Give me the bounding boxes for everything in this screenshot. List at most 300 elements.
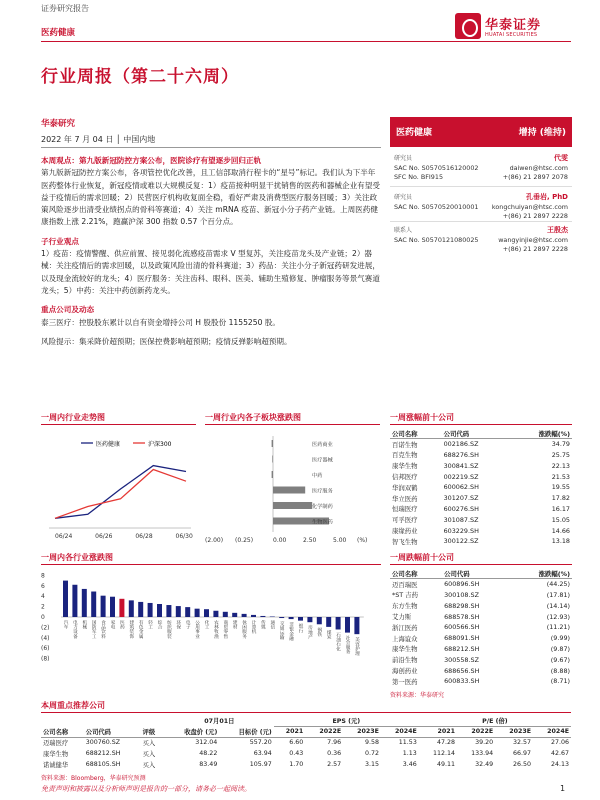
bar xyxy=(148,603,153,617)
category-label: 煤炭 xyxy=(326,629,332,640)
trend-chart-title: 一周内行业走势图 xyxy=(41,413,105,422)
industry-chart xyxy=(41,568,381,680)
table-cell: 300108.SZ xyxy=(444,590,479,599)
col-header: 收盘价 (元) xyxy=(184,728,218,736)
top-gainers-table xyxy=(390,428,572,547)
table-row xyxy=(390,676,572,687)
table-cell: (17.81) xyxy=(546,590,570,599)
x-tick-label: (0.25) xyxy=(235,537,254,544)
category-label: 银行 xyxy=(298,623,303,633)
table-row xyxy=(390,579,572,590)
table-row xyxy=(390,611,572,622)
bar xyxy=(242,614,247,617)
category-label: 通信 xyxy=(269,620,275,630)
category-label: 公用事业 xyxy=(194,620,200,639)
analyst-email[interactable]: wangyinjie@htsc.com xyxy=(498,236,568,244)
table-cell: 13.18 xyxy=(551,537,570,546)
table-cell: 智飞生物 xyxy=(392,537,418,546)
category-label: 钢铁 xyxy=(316,627,322,637)
divider xyxy=(390,424,572,425)
category-label: 石油石化 xyxy=(335,632,341,651)
table-cell: 第一医药 xyxy=(392,677,418,686)
table-header-row xyxy=(41,726,571,737)
analyst-sac: SAC No. S0570121080025 xyxy=(394,236,479,244)
category-label: 轻工 xyxy=(147,620,153,630)
table-cell: 百诺生物 xyxy=(392,440,418,449)
series-line xyxy=(55,470,186,519)
analyst-name: 孔垂岩, PhD xyxy=(525,193,568,201)
eps-label: EPS (元) xyxy=(274,715,419,726)
table-cell: 14.66 xyxy=(551,526,570,535)
table-cell: 83.49 xyxy=(199,761,218,768)
category-label: 环保 xyxy=(175,620,181,630)
category-label: 汽车 xyxy=(63,620,68,630)
table-cell: 688298.SH xyxy=(444,601,480,610)
bar xyxy=(91,592,96,617)
table-cell: 东方生物 xyxy=(392,602,418,611)
table-cell: 300841.SZ xyxy=(443,461,479,470)
bar xyxy=(119,599,124,617)
table-cell: 557.20 xyxy=(249,739,272,747)
table-cell: 恒瑞医疗 xyxy=(392,505,418,514)
table-cell: 600276.SH xyxy=(443,504,479,513)
table-cell: 48.22 xyxy=(199,750,218,757)
category-label: 化学制药 xyxy=(312,504,333,510)
table-cell: (11.21) xyxy=(546,623,570,632)
analyst-role: 联系人 xyxy=(394,227,413,234)
table-cell: 688091.SH xyxy=(444,634,480,643)
bar xyxy=(101,596,106,617)
category-label: 农林牧渔 xyxy=(213,620,219,639)
dateline: 2022 年 7 月 04 日 │ 中国内地 xyxy=(41,135,156,144)
bar xyxy=(317,617,322,624)
bar xyxy=(176,606,181,617)
summary-block xyxy=(41,155,381,348)
analyst-phone: +(86) 21 2897 2228 xyxy=(502,212,568,220)
bar xyxy=(223,612,228,617)
y-tick-label: (2) xyxy=(41,624,50,632)
table-row xyxy=(390,504,572,515)
analyst-email[interactable]: kongchuiyan@htsc.com xyxy=(491,203,568,211)
col-header: 公司名称 xyxy=(390,428,442,439)
table-cell: 买入 xyxy=(142,751,156,758)
table-row xyxy=(390,536,572,547)
table-cell: 9.58 xyxy=(364,739,379,747)
bar xyxy=(298,617,303,621)
col-header: 2024E xyxy=(547,728,569,735)
x-tick-label: 06/26 xyxy=(95,533,113,540)
table-cell: 47.28 xyxy=(436,739,455,747)
table-cell: 002186.SZ xyxy=(443,440,479,449)
recommend-table xyxy=(41,715,571,770)
disclaimer: 免责声明和披露以及分析师声明是报告的一部分，请务必一起阅读。 xyxy=(41,785,251,793)
table-cell: 49.11 xyxy=(436,761,455,768)
subsector-heading: 子行业观点 xyxy=(41,236,79,246)
bar xyxy=(270,617,275,618)
table-cell: 迈百瑞医 xyxy=(392,580,418,589)
table-cell: (8.88) xyxy=(550,666,570,675)
table-cell: 688105.SH xyxy=(85,761,121,768)
table-cell: 0.72 xyxy=(364,750,379,757)
analyst-sfc: SFC No. BFI915 xyxy=(394,173,444,181)
table-row xyxy=(390,665,572,676)
source-note: 资料来源：Bloomberg，华泰研究预测 xyxy=(41,775,146,782)
category-label: 纺织服装 xyxy=(166,620,172,639)
table-cell: 诺诚健华 xyxy=(43,762,69,769)
date-label: 07月01日 xyxy=(204,718,235,725)
table-cell: 0.43 xyxy=(289,750,304,757)
brand-logo xyxy=(455,13,575,41)
bar xyxy=(273,487,305,494)
col-header: 涨跌幅(%) xyxy=(510,428,572,439)
x-tick-label: 06/30 xyxy=(175,533,193,540)
bar xyxy=(110,597,115,617)
trend-chart xyxy=(41,428,196,546)
table-cell: 艾力斯 xyxy=(392,613,412,622)
category-label: 电子 xyxy=(185,620,191,630)
table-cell: 17.82 xyxy=(551,494,570,503)
table-cell: 6.60 xyxy=(289,739,304,747)
bar xyxy=(232,613,237,617)
table-cell: 27.06 xyxy=(550,739,569,747)
table-cell: (9.67) xyxy=(550,655,570,664)
table-cell: (9.87) xyxy=(550,644,570,653)
table-cell: 600896.SH xyxy=(444,580,480,589)
analyst-phone: +(86) 21 2897 2228 xyxy=(502,245,568,253)
analyst-name: 代雯 xyxy=(554,154,568,162)
pe-label: P/E (倍) xyxy=(419,715,571,726)
legend-label: 医药健康 xyxy=(96,441,121,448)
y-tick-label: 6 xyxy=(41,582,45,590)
table-row xyxy=(390,590,572,601)
table-cell: 300558.SZ xyxy=(444,655,479,664)
table-cell: 63.94 xyxy=(253,750,272,757)
analyst-phone: +(86) 21 2897 2078 xyxy=(502,173,568,181)
table-cell: (14.14) xyxy=(546,601,570,610)
col-header: 公司名称 xyxy=(43,728,69,736)
table-cell: 买入 xyxy=(142,740,156,748)
category-label: 非银金融 xyxy=(288,622,294,641)
table-cell: 26.50 xyxy=(512,761,532,768)
table-cell: 105.97 xyxy=(249,761,272,768)
table-cell: 2.57 xyxy=(327,761,342,768)
sector-name: 医药健康 xyxy=(396,128,433,138)
category-label: 医疗服务 xyxy=(312,488,333,495)
table-header-row xyxy=(390,568,572,579)
logo-text: 华泰证券 xyxy=(485,18,542,33)
table-row xyxy=(41,737,571,748)
category-label: 建材 xyxy=(232,620,238,630)
x-tick-label: 06/24 xyxy=(55,533,73,540)
table-cell: 11.53 xyxy=(398,739,417,747)
summary-paragraph: 第九版新冠防控方案公布，各项管控优化改善，且工信部取消行程卡的“星号”标记。我们认为下半年医药整体行业恢复，新冠疫情或难以大规模反复：1）疫苗接种明显干扰销售的医药和器械企业有望受益于疫情后的需求回暖；2）民营医疗机构收复面全稳，看好严肃及消费型医疗服务回暖；3）关注政策风险逐步出清受业绩拐点的骨科等赛道；4）关注 mRNA 疫苗、新冠小分子药产业链。上周医药健康指数上涨 2.21%，跑赢沪深 300 指数 0.57 个百分点。 xyxy=(41,168,380,227)
x-tick-label: 2.50 xyxy=(303,537,317,544)
table-row xyxy=(390,450,572,461)
risk-paragraph: 风险提示：集采降价超预期；医保控费影响超预期；疫情反弹影响超预期。 xyxy=(41,336,292,346)
bar xyxy=(289,617,294,619)
table-cell: 21.53 xyxy=(551,472,570,481)
y-tick-label: 2 xyxy=(41,603,45,611)
bar xyxy=(272,440,273,447)
recommend-title: 本周重点推荐公司 xyxy=(41,701,105,710)
top-losers-table xyxy=(390,568,572,687)
category-label: 计算机 xyxy=(251,620,256,634)
table-cell: 16.17 xyxy=(551,504,570,513)
col-header: 2023E xyxy=(357,728,379,735)
table-cell: (44.25) xyxy=(546,580,570,589)
col-header: 公司名称 xyxy=(390,568,442,579)
table-cell: 0.36 xyxy=(327,750,342,757)
analyst-email[interactable]: daiwen@htsc.com xyxy=(509,164,568,172)
logo-icon xyxy=(455,13,481,39)
analyst-role: 研究员 xyxy=(394,155,413,162)
table-cell: 19.55 xyxy=(551,483,570,492)
table-cell: 39.20 xyxy=(475,739,494,747)
category-label: 国防军工 xyxy=(91,620,97,639)
table-cell: 112.14 xyxy=(432,750,455,757)
category-label: 医药 xyxy=(119,620,125,630)
summary-heading: 本周观点：第九版新冠防控方案公布，医院诊疗有望逐步回归正轨 xyxy=(41,156,262,165)
divider xyxy=(390,221,572,222)
col-header: 目标价 (元) xyxy=(238,728,272,736)
table-cell: 买入 xyxy=(142,762,156,769)
table-row xyxy=(390,654,572,665)
table-cell: 康华生物 xyxy=(392,462,418,471)
bar xyxy=(129,600,134,617)
bar xyxy=(272,471,273,478)
bar xyxy=(185,607,190,617)
category-label: 房地产 xyxy=(307,625,313,640)
divider xyxy=(41,564,381,565)
col-header: 2022E xyxy=(471,728,494,735)
category-label: 有色金属 xyxy=(138,620,144,639)
table-row xyxy=(390,644,572,655)
col-header: 涨跌幅(%) xyxy=(510,568,572,579)
divider xyxy=(205,424,380,425)
table-cell: 百克生物 xyxy=(392,451,418,460)
table-cell: 600833.SH xyxy=(444,677,480,686)
y-tick-label: (8) xyxy=(41,655,50,663)
x-tick-label: 5.00 xyxy=(333,537,347,544)
table-cell: 3.15 xyxy=(364,761,379,768)
subsector-chart xyxy=(205,428,380,546)
bar xyxy=(273,502,312,509)
table-cell: 301207.SZ xyxy=(443,494,479,503)
report-title: 行业周报（第二十六周） xyxy=(41,67,239,87)
divider xyxy=(390,186,572,187)
col-header: 2024E xyxy=(395,728,417,735)
category-label: 社会服务 xyxy=(345,635,350,655)
col-header: 公司代码 xyxy=(85,728,111,736)
header-divider xyxy=(41,41,571,42)
bar xyxy=(204,609,209,617)
page-number: 1 xyxy=(560,784,566,793)
category-label: 化工 xyxy=(204,620,209,630)
table-row xyxy=(390,622,572,633)
analyst-role: 研究员 xyxy=(394,194,413,201)
col-header: 2023E xyxy=(509,728,532,735)
table-cell: 康华生物 xyxy=(43,751,69,758)
bar xyxy=(72,585,77,617)
col-header: 2021 xyxy=(437,728,455,735)
category-label: 中药 xyxy=(312,473,323,479)
table-row xyxy=(41,759,571,770)
y-tick-label: (4) xyxy=(41,634,50,642)
table-cell: 华立医药 xyxy=(392,494,418,503)
rating-band xyxy=(390,117,572,147)
source-note: 资料来源：华泰研究 xyxy=(390,692,445,699)
category-label: 生物医药 xyxy=(312,519,333,526)
analyst-sac: SAC No. S0570516120002 xyxy=(394,164,479,172)
divider xyxy=(41,424,196,425)
table-row xyxy=(41,748,571,759)
col-header: 公司代码 xyxy=(442,568,510,579)
table-cell: 133.94 xyxy=(471,750,494,757)
logo-subtext: HUATAI SECURITIES xyxy=(485,32,538,38)
table-header-row xyxy=(390,428,572,439)
table-row xyxy=(390,471,572,482)
table-cell: 华润双鹤 xyxy=(392,483,418,492)
legend-label: 沪深300 xyxy=(148,441,172,448)
company-paragraph: 泰三医疗：控股股东累计以自有资金增持公司 H 股股份 1155250 股。 xyxy=(41,317,281,327)
company-heading: 重点公司及动态 xyxy=(41,305,95,315)
table-cell: 浙江医药 xyxy=(392,623,418,632)
bar xyxy=(195,609,200,617)
table-cell: 002219.SZ xyxy=(443,472,479,481)
top-gainers-title: 一周涨幅前十公司 xyxy=(390,413,454,422)
table-row xyxy=(390,439,572,450)
bar xyxy=(345,617,350,633)
divider xyxy=(390,564,572,565)
table-cell: 32.57 xyxy=(512,739,532,747)
bar xyxy=(251,615,256,617)
table-cell: 603229.SH xyxy=(443,526,479,535)
table-cell: 24.13 xyxy=(550,761,569,768)
table-row xyxy=(390,482,572,493)
table-cell: 600566.SH xyxy=(444,623,480,632)
bar xyxy=(354,617,359,634)
category-label: 建筑装饰 xyxy=(128,620,134,639)
table-cell: 15.05 xyxy=(551,515,570,524)
category-label: 食品饮料 xyxy=(100,620,106,639)
category-label: 医疗器械 xyxy=(312,457,333,464)
y-tick-label: (6) xyxy=(41,645,50,653)
divider xyxy=(41,147,381,148)
trend-legend xyxy=(81,440,172,448)
table-row xyxy=(390,525,572,536)
x-tick-label: 06/28 xyxy=(135,533,153,540)
table-row xyxy=(390,600,572,611)
bar xyxy=(279,617,284,618)
category-label: 商贸零售 xyxy=(222,620,228,639)
col-header: 评级 xyxy=(142,728,156,736)
col-header: 公司代码 xyxy=(442,428,511,439)
table-cell: 34.79 xyxy=(551,440,570,449)
bar xyxy=(260,616,265,617)
top-losers-title: 一周跌幅前十公司 xyxy=(390,553,454,562)
table-cell: 300122.SZ xyxy=(443,537,479,546)
table-cell: 可孚医疗 xyxy=(392,516,418,525)
bar xyxy=(157,604,162,617)
bar xyxy=(326,617,331,627)
table-cell: 25.75 xyxy=(551,450,570,459)
analyst-sac: SAC No. S0570520010001 xyxy=(394,203,479,211)
bar xyxy=(213,611,218,617)
y-tick-label: 0 xyxy=(41,614,45,621)
table-cell: (8.71) xyxy=(550,677,570,686)
table-row xyxy=(390,514,572,525)
table-cell: 688578.SH xyxy=(444,612,480,621)
category-label: 休闲服务 xyxy=(241,620,247,639)
category-label: 电力设备 xyxy=(72,620,78,639)
table-cell: 康华生物 xyxy=(392,645,418,654)
x-tick-label: 0.00 xyxy=(273,537,287,544)
col-header: 2022E xyxy=(319,728,342,735)
table-cell: (12.93) xyxy=(546,612,570,621)
table-cell: 32.49 xyxy=(475,761,494,768)
table-cell: 1.13 xyxy=(402,750,417,757)
rating: 增持 (维持) xyxy=(518,128,566,138)
bar xyxy=(63,581,68,617)
divider xyxy=(41,712,571,713)
table-row xyxy=(390,633,572,644)
analyst-card xyxy=(390,225,572,264)
table-cell: 康缘药业 xyxy=(392,527,418,536)
col-header: 2021 xyxy=(285,728,304,735)
table-cell: 312.04 xyxy=(195,739,218,747)
category-label: 医药商业 xyxy=(312,442,333,448)
industry-chart-title: 一周内各行业涨跌图 xyxy=(41,553,113,562)
table-cell: 前沿生物 xyxy=(392,656,418,665)
table-cell: 1.70 xyxy=(289,761,304,768)
report-type: 证券研究报告 xyxy=(41,4,89,13)
table-cell: *ST 吉药 xyxy=(392,591,418,600)
table-header-row xyxy=(41,715,571,726)
category-label: 家电 xyxy=(110,620,115,630)
category-label: 交通运输 xyxy=(279,621,285,640)
y-tick-label: 4 xyxy=(41,593,45,601)
table-cell: 66.97 xyxy=(512,750,532,757)
table-cell: 600062.SH xyxy=(443,483,479,492)
table-cell: 迈瑞医疗 xyxy=(43,740,69,748)
table-cell: 688212.SH xyxy=(85,750,121,757)
table-cell: 688212.SH xyxy=(444,644,480,653)
table-cell: 信邦医疗 xyxy=(392,473,418,482)
x-tick-label: (%) xyxy=(357,537,368,544)
table-cell: 688656.SH xyxy=(444,666,480,675)
category-label: 机械 xyxy=(81,620,87,630)
institution: 华泰研究 xyxy=(41,119,76,129)
y-tick-label: 8 xyxy=(41,572,45,580)
table-row xyxy=(390,460,572,471)
bar xyxy=(336,617,341,629)
analyst-name: 王殷杰 xyxy=(547,226,568,234)
table-cell: 42.67 xyxy=(550,750,569,757)
bar xyxy=(166,605,171,617)
table-cell: 22.13 xyxy=(551,461,570,470)
bar xyxy=(307,617,312,622)
table-row xyxy=(390,493,572,504)
category-label: 综合 xyxy=(157,620,162,630)
table-cell: 7.96 xyxy=(327,739,342,747)
bar xyxy=(138,602,143,617)
bar xyxy=(272,456,273,463)
subsector-paragraph: 1）疫苗：疫情警醒、供应前置、接见弱化流感疫苗需求 V 型复苏，关注疫苗龙头及产业链；2）器械：关注疫情后的需求回暖，以及政策风险出清的骨科赛道；3）药品：关注小分子新冠药研发进展，以及现金流较好的龙头；4）医疗服务：关注齿科、眼科、医美、辅助生殖修复、肿瘤服务等景气赛道龙头；5）中药：关注中药创新药龙头。 xyxy=(41,249,380,295)
table-cell: 688276.SH xyxy=(443,450,479,459)
table-cell: 海创药业 xyxy=(392,667,418,676)
table-cell: 300760.SZ xyxy=(85,739,121,747)
x-tick-label: (2.00) xyxy=(205,537,224,544)
